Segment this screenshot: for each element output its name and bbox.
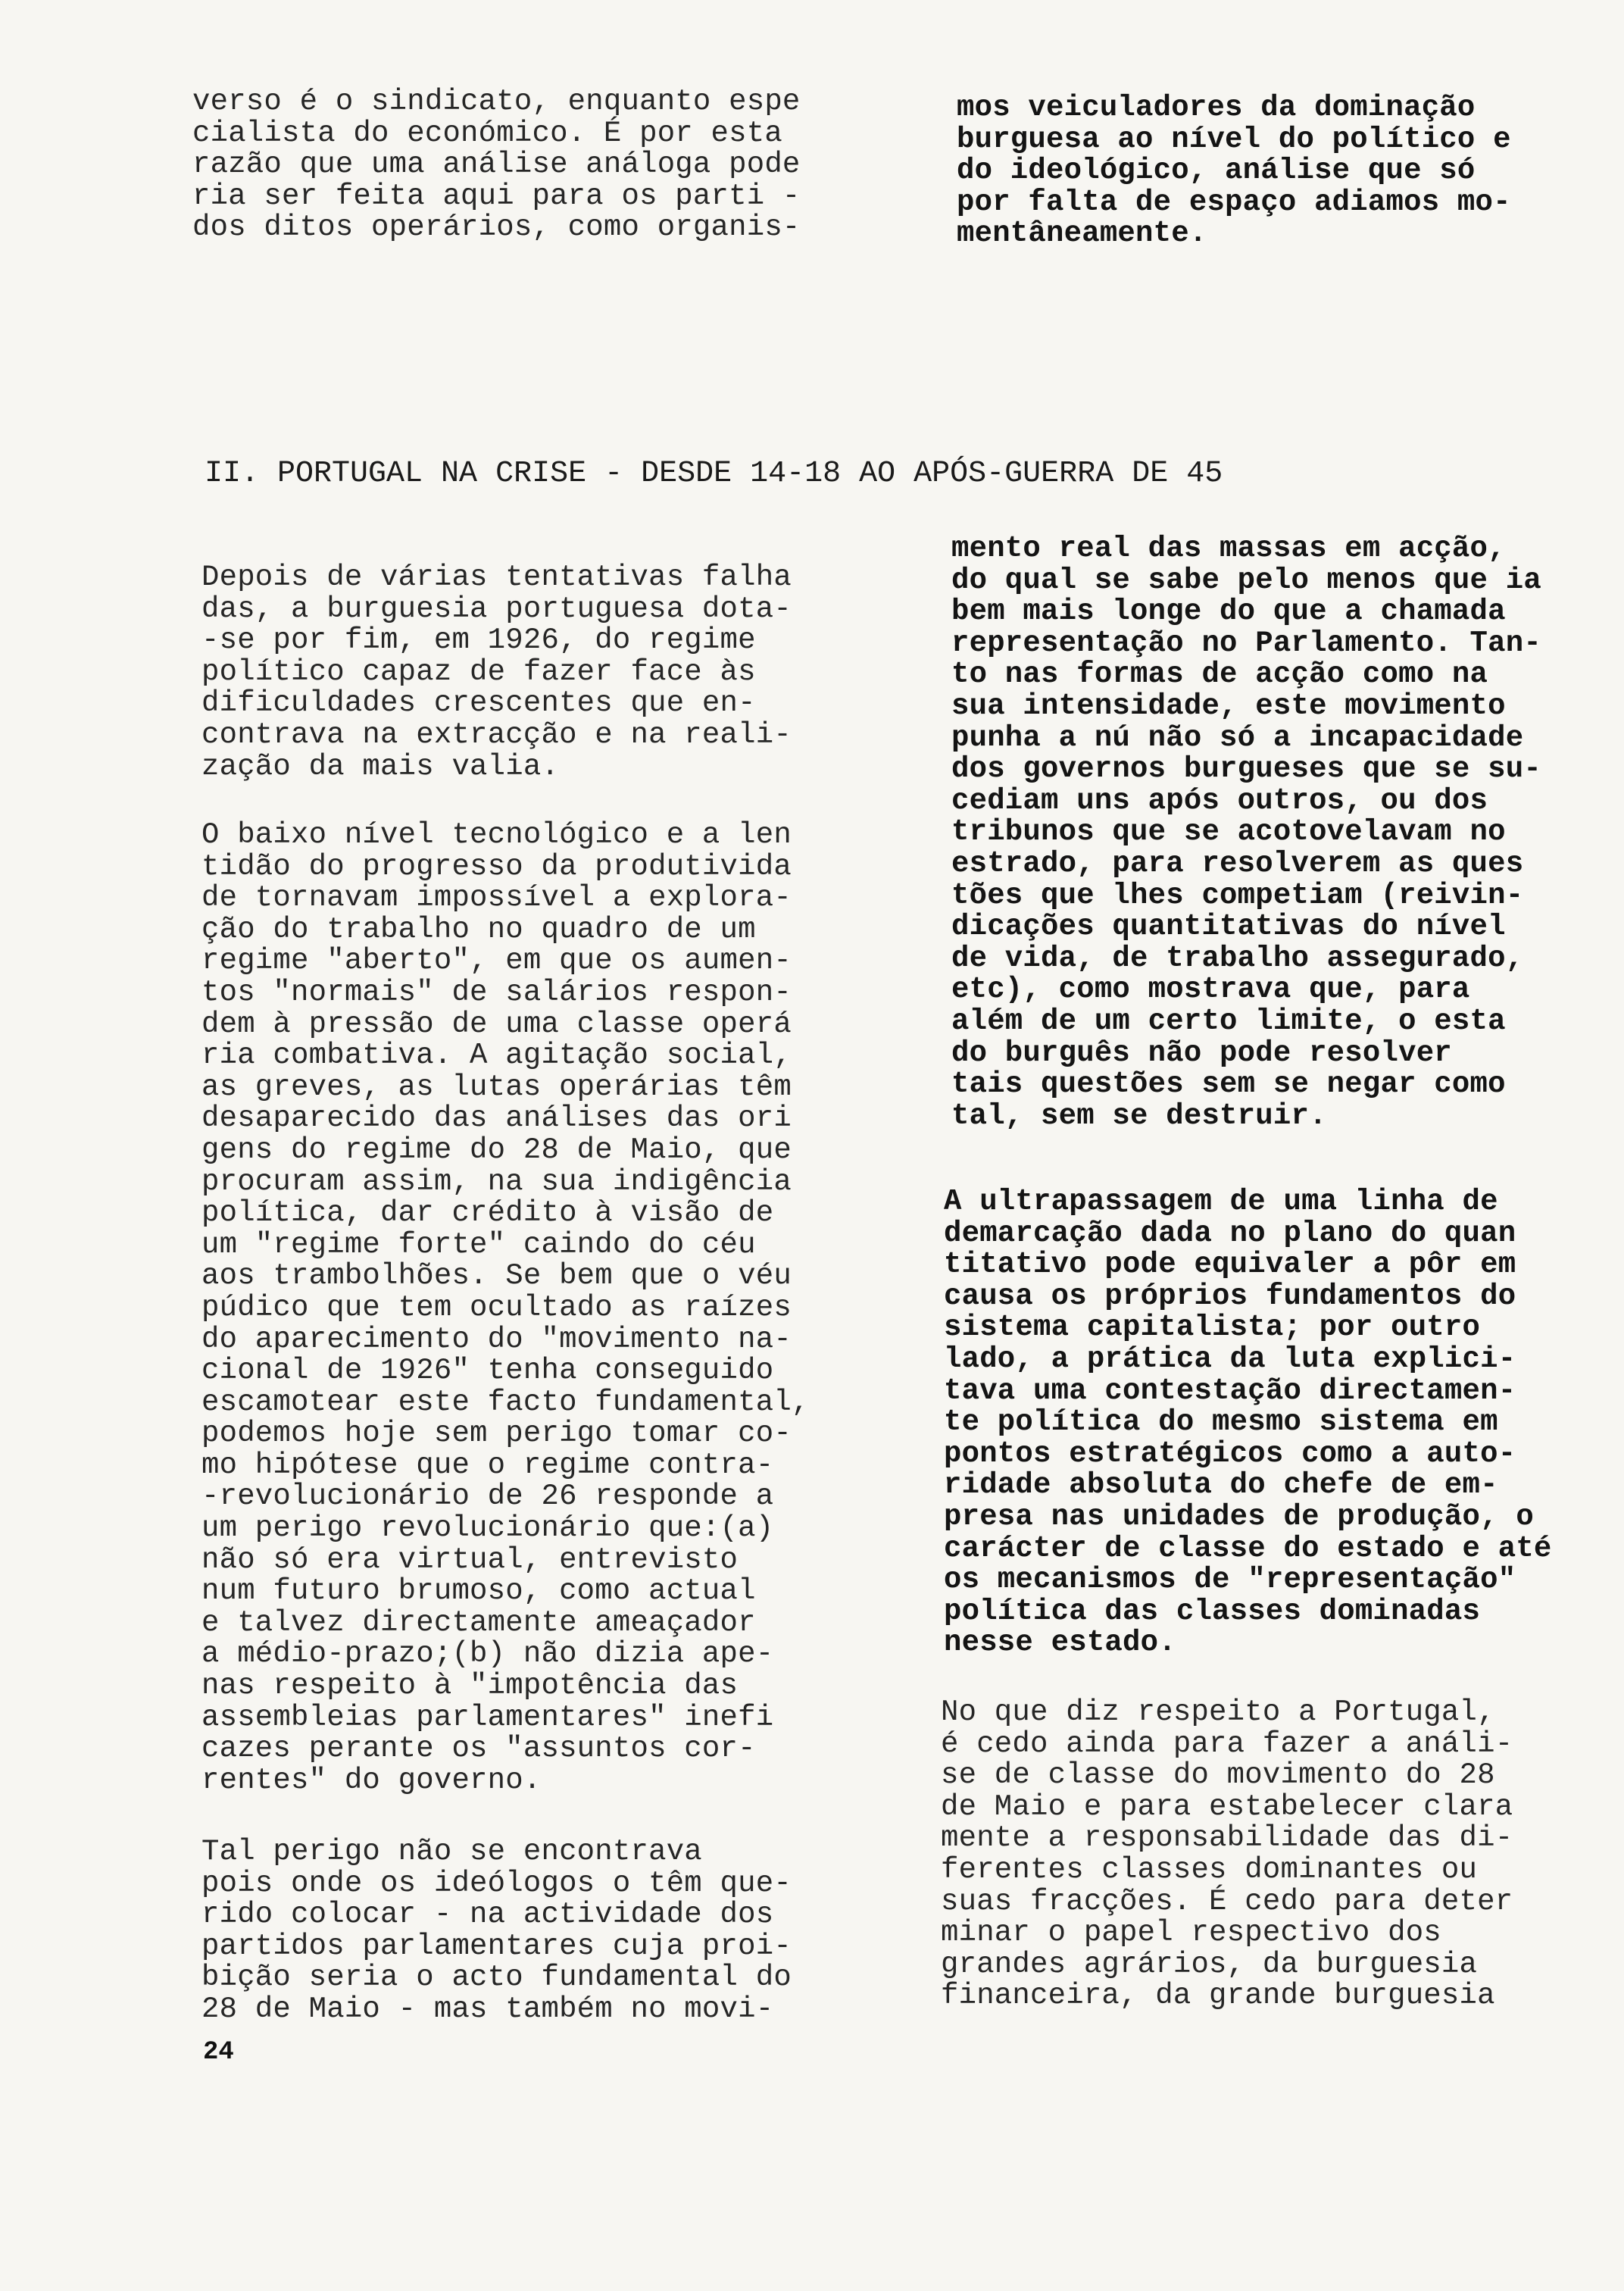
right-paragraph-1: mento real das massas em acção, do qual se sabe pelo menos que ia bem mais longe do que a chamada representação no Parlamento. Tan- to nas formas de acção como na sua intensidade, este movimento punha a nú não só a incapacidade dos governos burgueses que se su- cediam uns após outros, ou dos tribunos que se acotovelavam no estrado, para resolverem as ques tões que lhes competiam (reivin- dicações quantitativas do nível de vida, de trabalho assegurado, etc), como mostrava que, para além de um certo limite, o esta do burguês não pode resolver tais questões sem se negar como tal, sem se destruir. (951, 532, 1541, 1133)
left-paragraph-2: O baixo nível tecnológico e a len tidão do progresso da produtivida de tornavam impossível a explora- ção do trabalho no quadro de um regime "aberto", em que os aumen- tos "normais" de salários respon- dem à pressão de uma classe operá ria combativa. A agitação social, as greves, as lutas operárias têm desaparecido das análises das ori gens do regime do 28 de Maio, que procuram assim, na sua indigência política, dar crédito à visão de um "regime forte" caindo do céu aos trambolhões. Se bem que o véu púdico que tem ocultado as raízes do aparecimento do "movimento na- cional de 1926" tenha conseguido escamotear este facto fundamental, podemos hoje sem perigo tomar co- mo hipótese que o regime contra- -revolucionário de 26 responde a um perigo revolucionário que:(a) não só era virtual, entrevisto num futuro brumoso, como actual e talvez directamente ameaçador a médio-prazo;(b) não dizia ape- nas respeito à "impotência das assembleias parlamentares" inefi cazes perante os "assuntos cor- rentes" do governo. (201, 818, 810, 1797)
right-paragraph-2: A ultrapassagem de uma linha de demarcação dada no plano do quan titativo pode equivaler a pôr em causa os próprios fundamentos do sistema capitalista; por outro lado, a prática da luta explici- tava uma contestação directamen- te política do mesmo sistema em pontos estratégicos como a auto- ridade absoluta do chefe de em- presa nas unidades de produção, o carácter de classe do estado e até os mecanismos de "representação" política das classes dominadas nesse estado. (944, 1185, 1552, 1660)
left-paragraph-1: Depois de várias tentativas falha das, a burguesia portuguesa dota- -se por fim, em 1926, do regime político capaz de fazer face às dificuldades crescentes que en- contrava na extracção e na reali- zação da mais valia. (201, 561, 792, 783)
top-left-text: verso é o sindicato, enquanto espe cialista do económico. É por esta razão que uma análise análoga pode ria ser feita aqui para os parti - dos ditos operários, como organis- (192, 85, 801, 245)
left-paragraph-3: Tal perigo não se encontrava pois onde os ideólogos o têm que- rido colocar - na actividade dos partidos parlamentares cuja proi- bição seria o acto fundamental do 28 de Maio - mas também no movi- (201, 1835, 792, 2026)
right-paragraph-3: No que diz respeito a Portugal, é cedo ainda para fazer a análi- se de classe do movimento do 28 de Maio e para estabelecer clara mente a responsabilidade das di- ferentes classes dominantes ou suas fracções. É cedo para deter minar o papel respectivo dos grandes agrários, da burguesia financeira, da grande burguesia (941, 1696, 1513, 2013)
page-number: 24 (203, 2038, 234, 2067)
section-heading: II. PORTUGAL NA CRISE - DESDE 14-18 AO APÓS-GUERRA DE 45 (205, 457, 1223, 491)
top-right-text: mos veiculadores da dominação burguesa ao nível do político e do ideológico, análise que só por falta de espaço adiamos mo- mentâneamente. (957, 91, 1511, 251)
